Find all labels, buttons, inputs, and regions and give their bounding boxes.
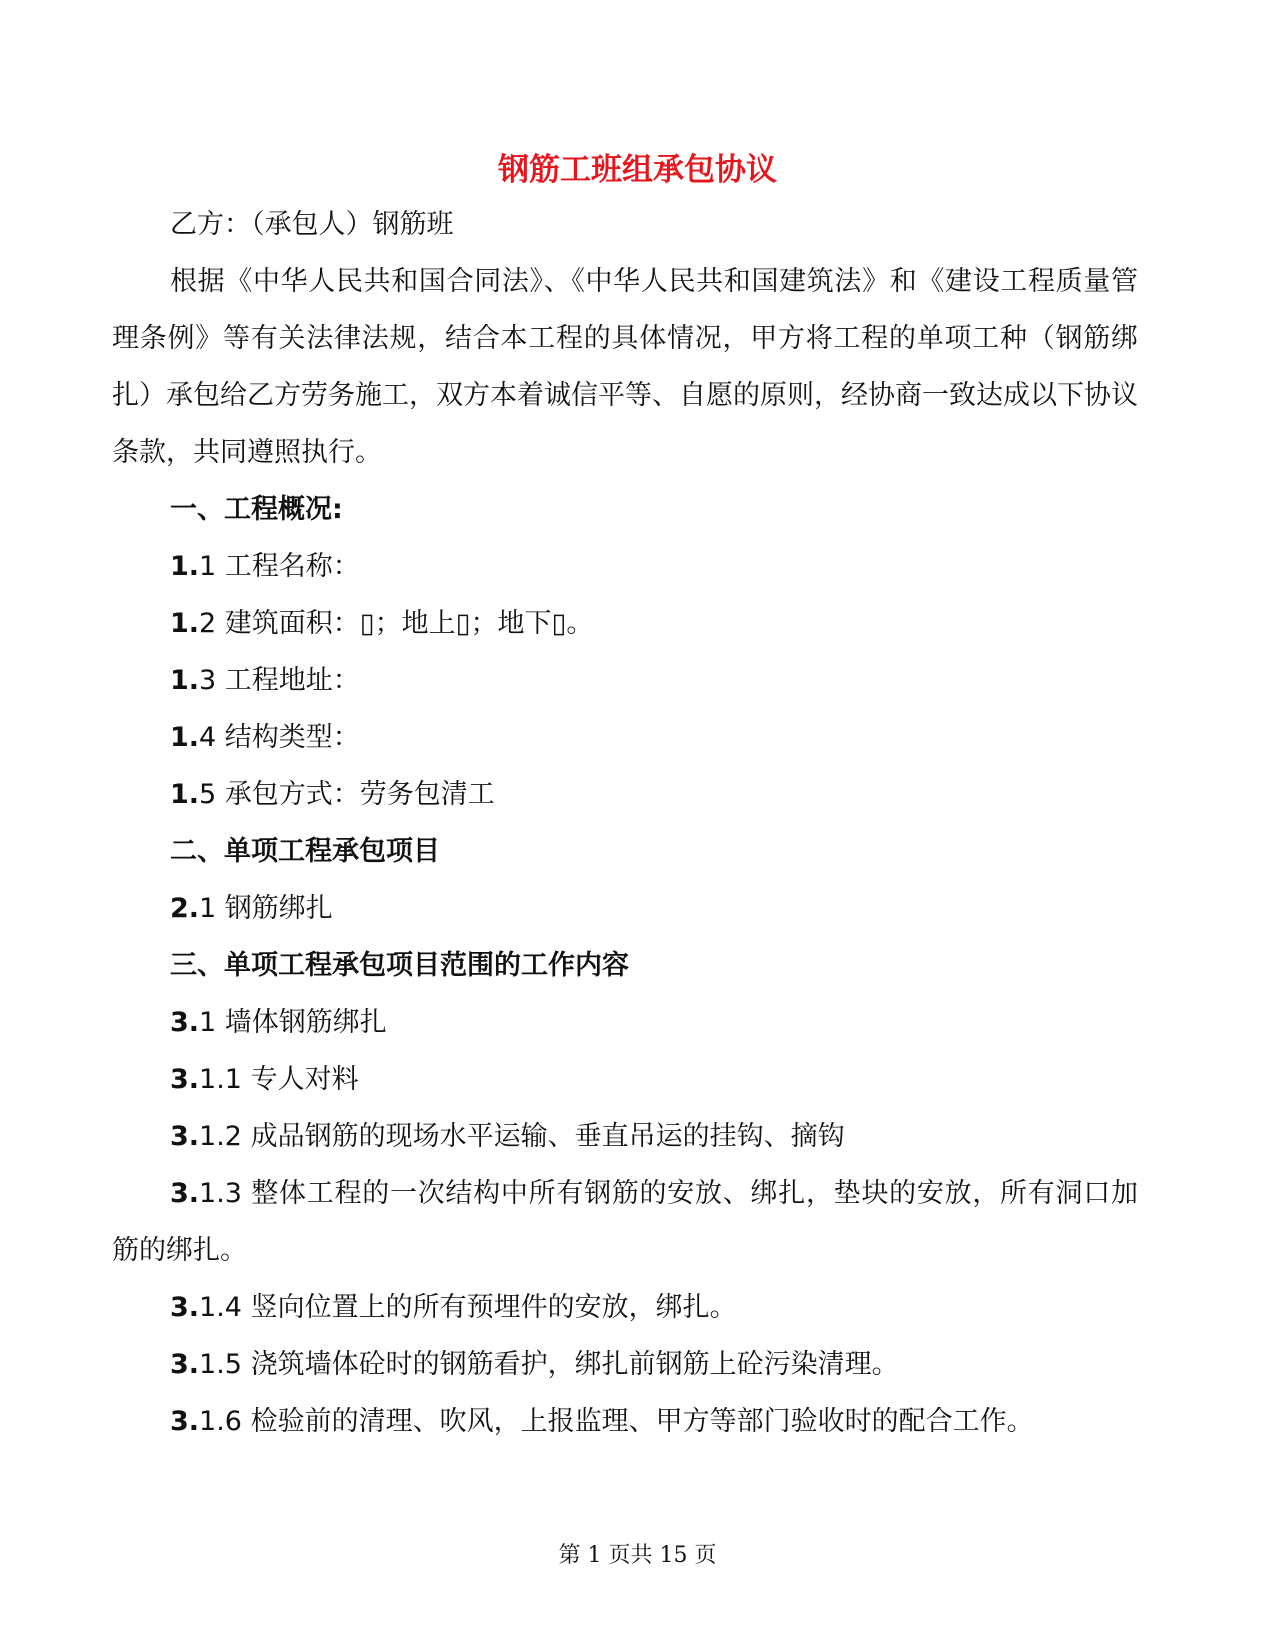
item-number: 3. bbox=[170, 1178, 200, 1209]
item-number: 3. bbox=[170, 1292, 200, 1323]
item-text: 3 工程地址： bbox=[199, 665, 360, 696]
list-item bbox=[112, 1108, 1138, 1165]
list-item bbox=[112, 538, 1138, 595]
item-number: 1. bbox=[170, 722, 200, 753]
item-text: 1 工程名称： bbox=[199, 551, 360, 582]
section-heading-scope: 三、单项工程承包项目范围的工作内容 bbox=[170, 950, 629, 981]
intro-paragraph: 根据《中华人民共和国合同法》、《中华人民共和国建筑法》和《建设工程质量管理条例》等有关法律法规，结合本工程的具体情况，甲方将工程的单项工种（钢筋绑扎）承包给乙方劳务施工，双方本着诚信平等、自愿的原则，经协商一致达成以下协议条款，共同遵照执行。 bbox=[112, 266, 1138, 468]
list-item bbox=[112, 1336, 1138, 1393]
item-number: 1. bbox=[170, 779, 200, 810]
list-item bbox=[112, 1279, 1138, 1336]
item-text: 5 承包方式：劳务包清工 bbox=[199, 779, 495, 810]
item-text: 1.6 检验前的清理、吹风，上报监理、甲方等部门验收时的配合工作。 bbox=[199, 1406, 1034, 1437]
item-text: 1.3 整体工程的一次结构中所有钢筋的安放、绑扎，垫块的安放，所有洞口加筋的绑扎。 bbox=[112, 1178, 1138, 1266]
item-text: 1.5 浇筑墙体砼时的钢筋看护，绑扎前钢筋上砼污染清理。 bbox=[199, 1349, 899, 1380]
item-text: 1 墙体钢筋绑扎 bbox=[199, 1007, 387, 1038]
item-text: 1.1 专人对料 bbox=[199, 1064, 359, 1095]
item-number: 3. bbox=[170, 1064, 200, 1095]
item-text: 2 建筑面积：▯；地上▯；地下▯。 bbox=[199, 608, 594, 639]
list-item bbox=[112, 709, 1138, 766]
item-number: 3. bbox=[170, 1121, 200, 1152]
list-item bbox=[112, 880, 1138, 937]
page-footer: 第 1 页共 15 页 bbox=[558, 1543, 717, 1568]
item-text: 1.4 竖向位置上的所有预埋件的安放，绑扎。 bbox=[199, 1292, 737, 1323]
item-number: 3. bbox=[170, 1349, 200, 1380]
section-heading-overview: 一、工程概况: bbox=[170, 494, 343, 525]
list-item bbox=[112, 766, 1138, 823]
party-b-line: 乙方：（承包人）钢筋班 bbox=[170, 209, 454, 240]
item-number: 1. bbox=[170, 665, 200, 696]
item-number: 3. bbox=[170, 1406, 200, 1437]
list-item bbox=[112, 994, 1138, 1051]
item-text: 1.2 成品钢筋的现场水平运输、垂直吊运的挂钩、摘钩 bbox=[199, 1121, 845, 1152]
list-item bbox=[112, 652, 1138, 709]
document-body bbox=[112, 196, 1138, 1450]
list-item bbox=[112, 1393, 1138, 1450]
item-number: 1. bbox=[170, 608, 200, 639]
document-title: 钢筋工班组承包协议 bbox=[498, 152, 777, 188]
section-heading-projects: 二、单项工程承包项目 bbox=[170, 836, 440, 867]
item-number: 1. bbox=[170, 551, 200, 582]
item-number: 3. bbox=[170, 1007, 200, 1038]
list-item bbox=[112, 1051, 1138, 1108]
item-number: 2. bbox=[170, 893, 200, 924]
list-item bbox=[112, 595, 1138, 652]
list-item bbox=[112, 1165, 1138, 1279]
item-text: 4 结构类型： bbox=[199, 722, 360, 753]
item-text: 1 钢筋绑扎 bbox=[199, 893, 333, 924]
